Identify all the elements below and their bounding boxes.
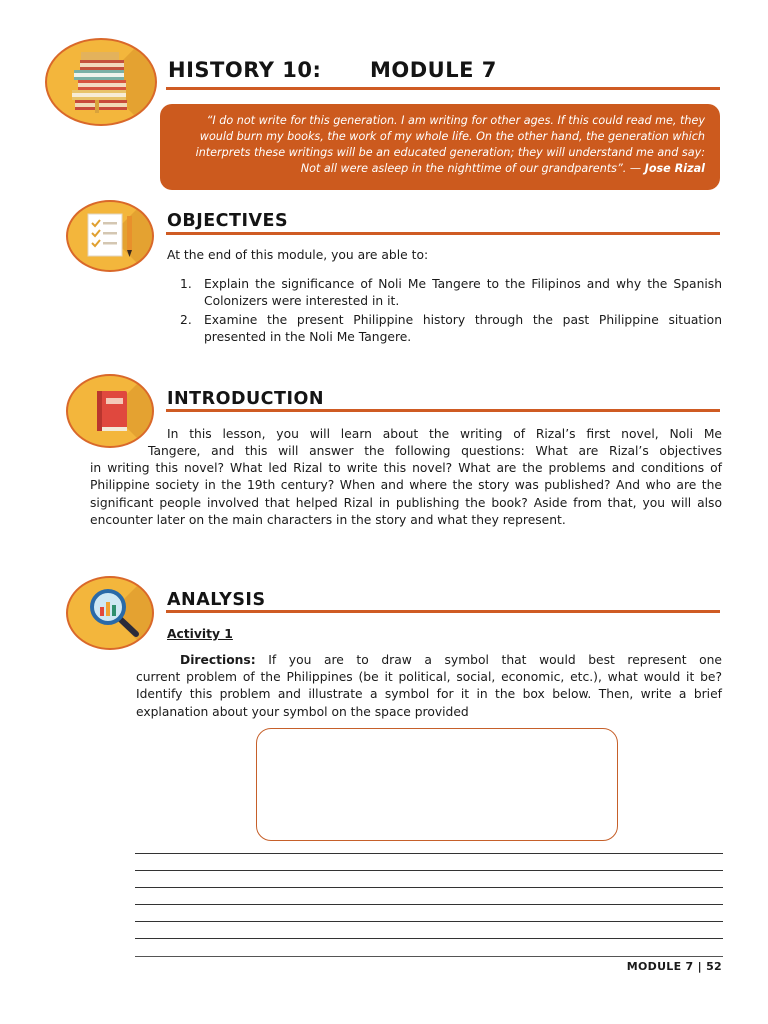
list-item-number: 1.	[180, 277, 192, 291]
list-item-text: Explain the significance of Noli Me Tangere to the Filipinos and why the Spanish Colonizers were interested in it.	[204, 277, 722, 309]
checklist-icon	[66, 200, 154, 272]
answer-line-5[interactable]	[135, 921, 723, 922]
header-badge	[45, 38, 157, 126]
analysis-rule	[166, 610, 720, 613]
objectives-badge	[66, 200, 154, 272]
objectives-list	[180, 276, 722, 347]
magnifier-chart-icon	[66, 576, 154, 650]
objectives-heading: OBJECTIVES	[167, 211, 289, 231]
list-item-text: Examine the present Philippine history through the past Philippine situation presented in the Noli Me Tangere.	[204, 312, 722, 345]
quote-text: “I do not write for this generation. I am writing for other ages. If this could read me, they would burn my books, the work of my whole life. On the other hand, the generation which interprets these writings will be an educated generation; they will understand me and say: Not all were asleep in the nighttime of our grandparents”. —	[195, 114, 705, 175]
list-item-number: 2.	[180, 312, 192, 327]
answer-line-6[interactable]	[135, 938, 723, 939]
header-rule	[166, 87, 720, 90]
answer-line-2[interactable]	[135, 870, 723, 871]
introduction-first-line: In this lesson, you will learn about the writing of Rizal’s first novel, Noli Me	[167, 427, 722, 441]
analysis-badge	[66, 576, 154, 650]
introduction-badge	[66, 374, 154, 448]
answer-line-4[interactable]	[135, 904, 723, 905]
directions-label: Directions:	[180, 653, 256, 667]
book-icon	[66, 374, 154, 448]
analysis-heading: ANALYSIS	[167, 590, 266, 610]
introduction-heading: INTRODUCTION	[167, 389, 324, 409]
objectives-rule	[166, 232, 720, 235]
page-title-left: HISTORY 10:	[168, 58, 322, 82]
directions-body: current problem of the Philippines (be it political, social, economic, etc.), what would it be? Identify this problem and illustrate a symbol for it in the box below. Then, write a brief explanation about your symbol on the space provided	[136, 670, 722, 719]
objectives-intro: At the end of this module, you are able to:	[167, 248, 429, 262]
activity-title: Activity 1	[167, 627, 233, 641]
page-footer: MODULE 7 | 52	[626, 960, 722, 973]
introduction-rule	[166, 409, 720, 412]
introduction-second-line: Tangere, and this will answer the following questions: What are Rizal’s objectives	[148, 444, 722, 458]
answer-line-3[interactable]	[135, 887, 723, 888]
list-item	[180, 276, 722, 311]
quote-author: Jose Rizal	[644, 162, 705, 175]
directions-first-text: If you are to draw a symbol that would best represent one	[268, 653, 722, 667]
symbol-drawing-box[interactable]	[256, 728, 618, 841]
page-title-right: MODULE 7	[370, 58, 497, 82]
rizal-quote-box	[160, 104, 720, 190]
directions-first-line	[180, 652, 722, 669]
footer-rule	[135, 956, 723, 957]
books-stack-icon	[45, 38, 157, 126]
introduction-body: in writing this novel? What led Rizal to write this novel? What are the problems and conditions of Philippine society in the 19th century? When and where the story was published? And who are the significant people involved that helped Rizal in publishing the book? Aside from that, you will also encounter later on the main characters in the story and what they represent.	[90, 461, 722, 528]
list-item	[180, 312, 722, 347]
answer-line-1[interactable]	[135, 853, 723, 854]
